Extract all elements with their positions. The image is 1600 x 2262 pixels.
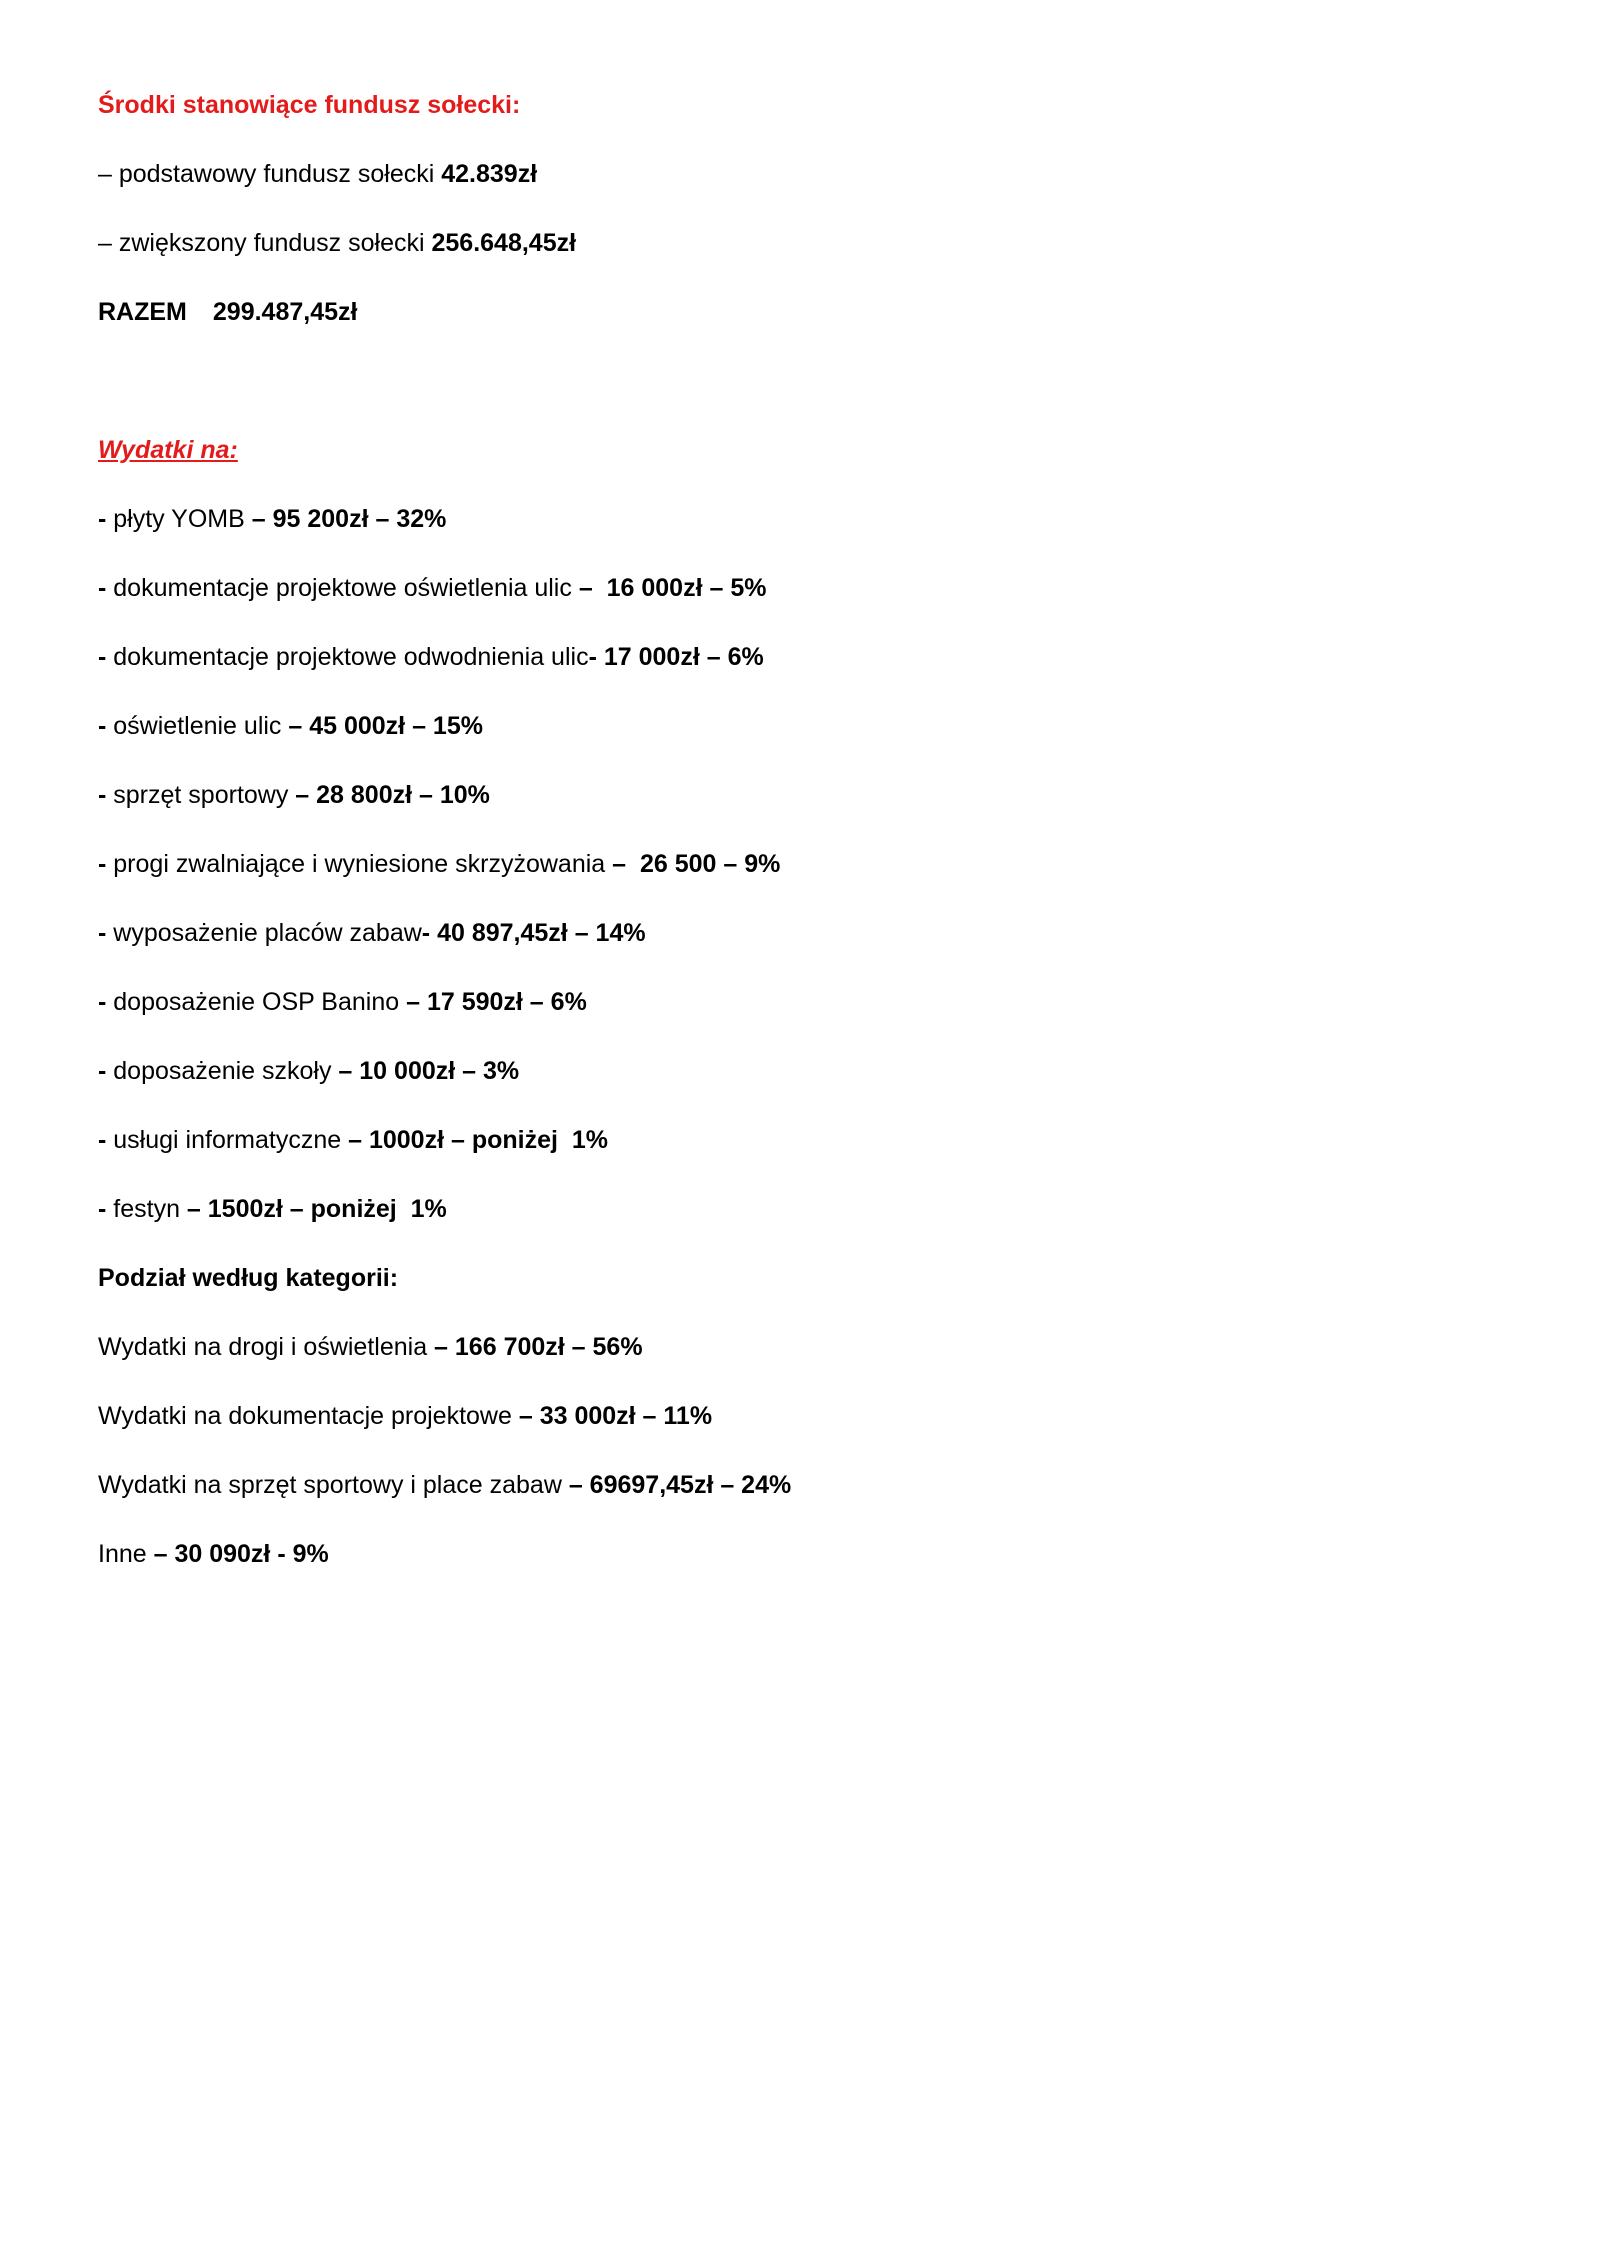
bullet-dash: - bbox=[98, 850, 114, 878]
expense-item bbox=[98, 847, 1498, 881]
item-separator: – bbox=[341, 1126, 369, 1154]
item-label: Wydatki na dokumentacje projektowe bbox=[98, 1402, 512, 1430]
bullet-dash: - bbox=[98, 712, 114, 740]
category-item bbox=[98, 1537, 1498, 1571]
item-separator: – bbox=[179, 1195, 208, 1223]
fund-total-label: RAZEM bbox=[98, 298, 187, 326]
categories-heading: Podział według kategorii: bbox=[98, 1264, 399, 1292]
expense-item bbox=[98, 640, 1498, 674]
bullet-dash: - bbox=[98, 781, 114, 809]
item-label: Wydatki na drogi i oświetlenia bbox=[98, 1333, 428, 1361]
item-label: dokumentacje projektowe odwodnienia ulic bbox=[113, 643, 589, 671]
item-amount: 1000zł – poniżej 1% bbox=[368, 1126, 608, 1154]
item-amount: 26 500 – 9% bbox=[639, 850, 781, 878]
item-separator: – bbox=[146, 1540, 175, 1568]
item-label: doposażenie szkoły bbox=[113, 1057, 332, 1085]
item-separator: – bbox=[605, 850, 640, 878]
item-separator: – bbox=[288, 781, 317, 809]
item-amount: 16 000zł – 5% bbox=[606, 574, 767, 602]
bullet-dash: - bbox=[98, 643, 114, 671]
expense-item bbox=[98, 778, 1498, 812]
bullet-dash: - bbox=[98, 574, 114, 602]
item-separator: – bbox=[281, 712, 310, 740]
item-label: Wydatki na sprzęt sportowy i place zabaw bbox=[98, 1471, 562, 1499]
item-amount: 69697,45zł – 24% bbox=[589, 1471, 792, 1499]
item-label: progi zwalniające i wyniesione skrzyżowania bbox=[113, 850, 606, 878]
item-label: doposażenie OSP Banino bbox=[113, 988, 400, 1016]
item-label: oświetlenie ulic bbox=[113, 712, 282, 740]
item-amount: 17 590zł – 6% bbox=[426, 988, 587, 1016]
item-label: sprzęt sportowy bbox=[113, 781, 289, 809]
expense-item bbox=[98, 1054, 1498, 1088]
item-separator: – bbox=[561, 1471, 590, 1499]
fund-increased-line bbox=[98, 226, 1498, 260]
item-separator: – bbox=[331, 1057, 360, 1085]
item-amount: 33 000zł – 11% bbox=[539, 1402, 713, 1430]
category-item bbox=[98, 1399, 1498, 1433]
expense-item bbox=[98, 1123, 1498, 1157]
expense-item bbox=[98, 709, 1498, 743]
document-page bbox=[98, 88, 1498, 1606]
expenses-heading: Wydatki na: bbox=[98, 436, 238, 464]
bullet-dash: - bbox=[98, 988, 114, 1016]
fund-increased-label: – zwiększony fundusz sołecki bbox=[98, 229, 432, 257]
bullet-dash: - bbox=[98, 919, 114, 947]
fund-heading: Środki stanowiące fundusz sołecki: bbox=[98, 91, 521, 119]
item-separator: – bbox=[571, 574, 607, 602]
category-item bbox=[98, 1330, 1498, 1364]
item-label: wyposażenie placów zabaw bbox=[113, 919, 422, 947]
item-separator: – bbox=[427, 1333, 455, 1361]
fund-basic-label: – podstawowy fundusz sołecki bbox=[98, 160, 442, 188]
item-label: usługi informatyczne bbox=[113, 1126, 342, 1154]
fund-basic-amount: 42.839zł bbox=[441, 160, 538, 188]
item-amount: 95 200zł – 32% bbox=[272, 505, 447, 533]
item-amount: 45 000zł – 15% bbox=[309, 712, 483, 740]
item-label: płyty YOMB bbox=[113, 505, 245, 533]
expense-item bbox=[98, 985, 1498, 1019]
bullet-dash: - bbox=[98, 1057, 114, 1085]
expense-item bbox=[98, 1192, 1498, 1226]
item-separator: - bbox=[588, 643, 604, 671]
expenses-heading-line bbox=[98, 433, 1498, 467]
category-item bbox=[98, 1468, 1498, 1502]
item-separator: – bbox=[399, 988, 427, 1016]
bullet-dash: - bbox=[98, 1126, 114, 1154]
fund-total-line bbox=[98, 295, 1498, 329]
item-separator: - bbox=[421, 919, 438, 947]
fund-basic-line bbox=[98, 157, 1498, 191]
item-amount: 40 897,45zł – 14% bbox=[437, 919, 646, 947]
category-list bbox=[98, 1330, 1498, 1571]
bullet-dash: - bbox=[98, 505, 114, 533]
expense-item bbox=[98, 571, 1498, 605]
item-label: Inne bbox=[98, 1540, 147, 1568]
item-label: dokumentacje projektowe oświetlenia ulic bbox=[113, 574, 572, 602]
fund-increased-amount: 256.648,45zł bbox=[431, 229, 577, 257]
bullet-dash: - bbox=[98, 1195, 114, 1223]
fund-total-amount: 299.487,45zł bbox=[212, 298, 358, 326]
expense-item bbox=[98, 916, 1498, 950]
item-separator: – bbox=[511, 1402, 540, 1430]
expense-list bbox=[98, 502, 1498, 1226]
item-amount: 30 090zł - 9% bbox=[174, 1540, 329, 1568]
expense-item bbox=[98, 502, 1498, 536]
item-amount: 1500zł – poniżej 1% bbox=[207, 1195, 447, 1223]
item-amount: 166 700zł – 56% bbox=[454, 1333, 643, 1361]
item-amount: 28 800zł – 10% bbox=[316, 781, 490, 809]
item-label: festyn bbox=[113, 1195, 180, 1223]
item-amount: 10 000zł – 3% bbox=[359, 1057, 520, 1085]
item-amount: 17 000zł – 6% bbox=[603, 643, 764, 671]
item-separator: – bbox=[244, 505, 273, 533]
